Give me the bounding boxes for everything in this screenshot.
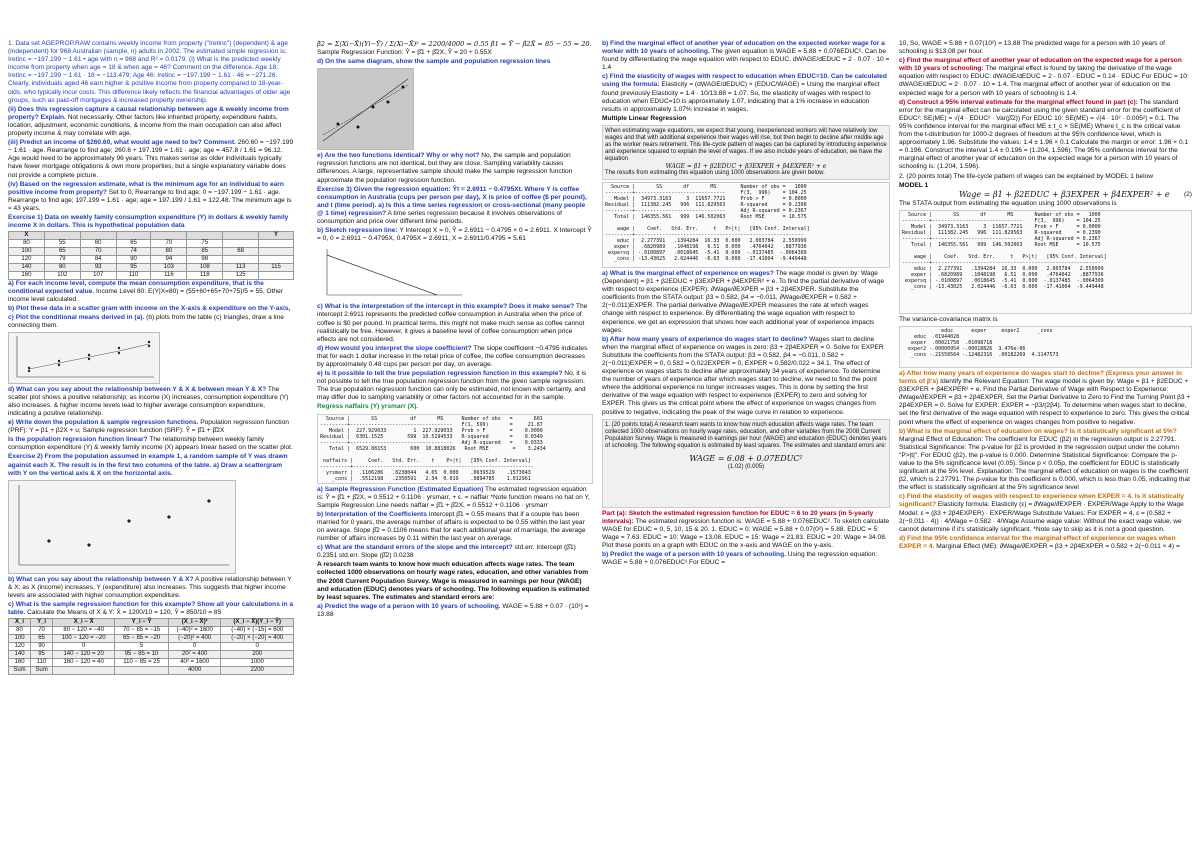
coffee-regression-sketch <box>317 245 467 301</box>
table-row: 160 102 107 110 116 118 125 <box>9 272 294 280</box>
ex2-d: d) On the same diagram, show the sample and population regression lines <box>317 58 551 66</box>
column-4 <box>899 40 1192 847</box>
ex3-b: b) Sketch regression line: Y Intercept X = 0, Ŷ = 2.6911 − 0.4795 × 0 = 2.6911. X Intercept Ŷ = 0, 0 = 2.6911 − 0.4795X, 0.4795X = 2.6911, X = 2.6911/0.4795 = 5.61 <box>317 227 592 243</box>
scatter-plot-svg <box>9 333 159 383</box>
q2-b: b) What is the marginal effect of education on wages? Is it statistically significant at 5%? Marginal Effect of Education: The coefficient for EDUC (β2) in the regression output is 2.27791. Statistical Significance: The p-value for β2 is provided in the regression output under the column "P>|t|". For EDUC (β2), the p-value is 0.000. Determine Statistical Significance: Compare the p-value to the 5% significance level (0.05). Since p < 0.05p, the coefficient for EDUC is statistically significant at the 5% level. Explanation: The marginal effect of education on wages is the coefficient β2, which is 2.27791. The p-value for this coefficient is 0.000, which is less than 0.05, indicating that the effect is statistically significant at the 5% significance level <box>899 427 1190 492</box>
scatter-plot-figure <box>8 332 160 384</box>
sample-regression-function: Sample Regression Function: Ŷ = β̂1 + β̂2X, Ŷ = 20 + 0.55X <box>317 49 492 57</box>
mlr-box-text: When estimating wage equations, we expect that young, inexperienced workers will have relatively low wages and that with additional experience their wages will rise, but then begin to decline after middle age as the worker nears retirement. This life-cycle pattern of wages can be captured by introducing experience and experience squared to explain the level of wages. If we also include years of education, we have the equation <box>605 127 887 162</box>
results-line: The results from estimating this equation using 1000 observations are given below. <box>605 169 825 176</box>
ex4-a: a) Sample Regression Function (Estimated Equation) The estimated regression equation is: Ŷ = β̂1 + β̂2X, = 0.5512 + 0.1106 · yrsmarr, + ε. = naffair *Note function means no hat on Y, Sample Regression Line needs naffair = β̂1 + β̂2X, = 0.5512 + 0.1106 · yrsmarr <box>317 485 590 509</box>
question-1-box <box>602 419 890 508</box>
ex2-c: c) What is the sample regression function for this example? Show all your calculations in a table. Calculate the Means of X & Y: X̄ = 1200/10 = 120, Ȳ = 850/10 = 85 <box>8 601 294 617</box>
table-header: Y_i − Ȳ <box>115 619 169 627</box>
table-row: 120 90 0 5 0 0 <box>9 643 294 651</box>
table-header <box>44 232 80 240</box>
model-1-label: MODEL 1 <box>899 181 929 189</box>
table-row: 100 65 70 74 80 85 88 <box>9 248 294 256</box>
predicted-wage-result: 10, So, WAGE = 5.88 + 0.07(10²) = 13.88 The predicted wage for a person with 10 years of schooling is $13.08 per hour. <box>899 40 1165 56</box>
question-1-std-errors: (1.02) (0.005) <box>727 463 765 470</box>
table-header: (X_i − X̄)² <box>168 619 221 627</box>
ex4-c: c) What are the standard errors of the slope and the intercept? std.err. Intercept (β̂1) 0.2351 std.err. Slope (β̂2) 0.0238 <box>317 544 576 560</box>
predict-wage-a: a) Predict the wage of a person with 10 years of schooling. WAGE = 5.88 + 0.07 · (10²) = 13.88 <box>317 602 589 618</box>
variance-covariance-matrix: educ exper exper2 _cons educ .01944028 exper .00021758 .01098718 exper2 -.00000954 -.00018826 3.476e-06 _cons -.21558564 -.12482316 .00182269 4.1147573 <box>899 326 1192 368</box>
model-1-equation: Wage = β1 + β2EDUC + β3EXPER + β4EXPER² + e <box>959 189 1170 199</box>
column-1 <box>8 40 294 847</box>
table-header: (X_i − X̄)(Y_i − Ȳ) <box>221 619 294 627</box>
ex1-b: b) Plot these data in a scatter gram with income on the X-axis & expenditure on the Y-axis, c) Plot the conditional means derived in (a). (b) plots from the table (c) triangles, draw a line connecting them. <box>8 305 291 329</box>
exercise-3: Exercise 3) Given the regression equation: Ŷt = 2.6911 − 0.4795Xt. Where Y is coffee consumption in Australia (cups per person per day), X is price of coffee ($ per pound), and t (time period). a) Is this a time series regression or cross-sectional (many people @ 1 time) regression? A time series regression because it involves observations of consumption and price over different time periods. <box>317 185 587 226</box>
table-row: Sum Sum 4000 2200 <box>9 667 294 675</box>
table-header <box>223 232 259 240</box>
table-header <box>187 232 223 240</box>
table-row: 140 80 93 95 103 108 113 115 <box>9 264 294 272</box>
q2-c: c) Find the elasticity of wages with respect to experience when EXPER = 4. Is it statistically significant? Elasticity formula: Elasticity (ε) = ∂Wage/∂EXPER · EXPER/Wage Apply to the Wage Model: ε = (β3 + 2β4EXPER) · EXPER/Wage Substitute Values: For EXPER = 4, ε = (0.582 + 2(−0.011 · 4)) · 4/Wage = 0.582 · 4/Wage Assume wage value: Without the exact wage value, we cannot determine if it's statistically significant. *Note say to skip as it is not a good question. <box>899 493 1184 533</box>
regression-lines-figure <box>317 68 414 150</box>
table-header: Y_i <box>31 619 53 627</box>
research-intro: A research team wants to know how much education affects wage rates. The team collected 1000 observations on hourly wage rates, education, and other variables from the 2008 Current Population Survey. Wage is measured in earnings per hour (WAGE) and education (EDUC) denotes years of schooling. The following equation is estimated by least squares. The estimates and standard errors are: <box>317 561 590 601</box>
ex1-a: a) For each income level, compute the mean consumption expenditure, that is the conditional expected value. Income Level 80: E(Y|X=80) = (55+60+65+70+75)/5 = 55. Other income level calculated. <box>8 280 283 304</box>
q1-intro: 1. Data set AGEPROP.RAW contains weekly income from property ("Iretinc") (dependent) & age (independent) for 968 Australian (sample, n) adults in 2002. The estimated simple regression is: Iretinc = −197.199 − 1.61 • age with n = 968 and R² = 0.0179. (i) What is the predicted weekly income from property when age = 18 & when age = 46? Comment on the difference. Age 18: Iretinc = −197.199 − 1.61 · 18 = −113.479; Age 46: Iretinc = −197.199 − 1.61 · 46 = −271.26. Clearly, individuals aged 46 earn higher & positive income from property compared to 18-year-olds, who typically incur costs. This difference likely reflects the financial advantages of older age groups, such as paid-off mortgages & increased property ownership. <box>8 40 291 104</box>
column-2 <box>317 40 593 847</box>
q2-d: d) Find the 95% confidence interval for the marginal effect of experience on wages when EXPER = 4. Marginal Effect (ME): ∂Wage/∂EXPER = β3 + 2β4EXPER = 0.582 + 2(−0.011 × 4) = <box>899 534 1180 550</box>
ex3-c: c) What is the interpretation of the intercept in this example? Does it make sense? The intercept 2.6911 represents the predicted coffee consumption in Australia when the price of coffee is $0 per pound. In practical terms, this might not make much sense as coffee cannot realistically be free. However, it gives a baseline level of coffee consumption when price effects are not considered. <box>317 303 588 343</box>
table-header: X_i <box>9 619 31 627</box>
table-row: 80 70 80 − 120 = −40 70 − 85 = −15 (−40)² = 1600 (−40) × (−15) = 600 <box>9 627 294 635</box>
table-header <box>116 232 151 240</box>
table-row: 160 110 160 − 120 = 40 110 − 85 = 25 40² = 1600 1000 <box>9 659 294 667</box>
wage-c: c) Find the elasticity of wages with respect to education when EDUC=10. Can be calculated using the formula: Elasticity = (dWAGE/dEDUC) × (EDUC/WAGE) = Using the marginal effect found previously Elasticity = 1.4 · 10/13.88 = 1.07. So, the elasticity of wages with respect to education when EDUC=10 is approximately 1.07, indicating that a 1% increase in education results in approximately 1.07% increase in wages. <box>602 73 887 113</box>
stata-output-affairs: Source | SS df MS Number of obs = 601 ---------+---------------------------------- F(1, 599) = 21.87 Model | 227.929033 1 227.929033 Prob > F = 0.0000 Residual | 6301.1525 599 10.5194533 R-squared = 0.0349 ---------+---------------------------------- Adj R-squared = 0.0333 Total | 6529.08153 600 10.8818026 Root MSE = 3.2434 naffairs | Coef. Std. Err. t P>|t| [95% Conf. Interval] ----------+------------------------------------------------------------ yrsmarr | .1106286 .0238044 4.65 0.000 .0639529 .1573043 _cons | .5512198 .2350591 2.34 0.019 .0894785 1.012961 <box>317 414 593 484</box>
confidence-interval-d: d) Construct a 95% interval estimate for the marginal effect found in part (c): The standard error for the marginal effect can be calculated using the given standard error for the coefficient of EDUC²: SE(ME) = √(4 · EDUC² · Var(β̂2)) For EDUC 10: SE(ME) = √(4 · 10² · 0.005²) = 0.1. The 95% confidence interval for the marginal effect ME ± t_c × SE(ME) Where t_c is the critical value from the t-distribution for 1000-2 degrees of freedom at the 95% confidence level, which is approximately 1.96. Substitute the values: 1.4 ± 1.96 × 0.1 Calculate the margin or error: 1.96 × 0.1 = 0.196. Construct the interval 1.4 ± 0.196 = (1.204, 1.596). The 95% confidence interval for the marginal effect of another year of education on the expected wage for a person with 10 years of schooling is: (1.204, 1.596). <box>899 98 1189 171</box>
q2-a: a) After how many years of experience do wages start to decline? (Express your answer in terms of β's) Identify the Relevant Equation: The wage model is given by: Wage = β1 + β2EDUC + β3EXPER + β4EXPER² + e. Find the Partial Derivative of Wage with Respect to Experience: ∂Wage/∂EXPER = β3 + 2β4EXPER. Set the Partial Derivative to Zero to Find the Turning Point β3 + 2β4EXPER = 0. Solve for EXPER: EXPER = −β3/(2β4). To determine when wages start to decline, set the first derivative of the wage equation with respect to experience to zero. This gives the critical point where the effect of experience on wages changes from positive to negative. <box>899 369 1191 426</box>
exercise-1-title: Exercise 1) Data on weekly family consumption expenditure (Y) in dollars & weekly family income X in dollars. This is hypothetical population data <box>8 213 289 230</box>
table-header <box>80 232 116 240</box>
stata-intro-line: The STATA output from estimating the equation using 1000 observations is <box>899 199 1117 207</box>
exercise-2-title: Exercise 2) From the population assumed in example 1, a random sample of Y was drawn against each X. The result is in the first two columns of the table. a) Draw a scattergram with Y on the vertical axis & X on the horizontal axis. <box>8 453 288 477</box>
vcov-label: The variance-covariance matrix is <box>899 315 998 323</box>
ex3-d: d) How would you interpret the slope coefficient? The slope coefficient −0.4795 indicates that for each 1 dollar increase in the retail price of coffee, the coffee consumption decreases by approximately 0.48 cups per person per day, on average. <box>317 344 588 368</box>
regression-lines-svg <box>318 69 413 149</box>
marginal-effect-c: c) Find the marginal effect of another year of education on the expected wage for a person with 10 years of schooling: The marginal effect is found by taking the derivative of the wage equation with respect to EDUC: dWAGE/dEDUC = 2 · 0.07 · EDUC = 0.14 · EDUC For EDUC = 10: dWAGE/dEDUC = 2 · 0.07 · 10 = 1.4. The marginal effect of another year of education on the expected wage for a person with 10 years of schooling is 1.4. <box>899 57 1189 97</box>
table-row: 80 55 60 65 70 75 <box>9 240 294 248</box>
q1-ii: (ii) Does this regression capture a causal relationship between age & weekly income from property? Explain. Not necessarily. Other factors like inherited property, expenditure habits, location, adjustment, economic conditions, & income from the main occupation can also affect property income & may correlate with age. <box>8 105 289 138</box>
ex1-d: d) What can you say about the relationship between Y & X & between mean Y & X? The scatter plot shows a positive relationship; as income (X) increases, consumption expenditure (Y) also increases. & higher income levels lead to higher average consumption expenditure, indicating a positive relationship. <box>8 385 289 417</box>
table-row: 100 65 100 − 120 = −20 65 − 85 = −20 (−20)² = 400 (−20) × (−20) = 400 <box>9 635 294 643</box>
ex2-b: b) What can you say about the relationship between Y & X? A positive relationship between Y & X; as X (income) increases, Y (expenditure) also increases. This suggests that higher income levels are associated with higher consumption expenditure. <box>8 575 292 599</box>
ex4-b: b) Interpretation of the Coefficients Intercept β̂1 = 0.55 means that if a couple has been married for 0 years, the average number of affairs is expected to be 0.55 within the last year on average. Slope β̂2 = 0.1106 means that for each additional year of marriage, the average number of affairs increases by 0.11 within the last year on average. <box>317 510 586 543</box>
model-1-equation-row <box>899 191 1192 199</box>
ex1-f: Is the population regression function linear? The relationship between weekly family consumption expenditure (Y) & weekly family income (X) appears linear based on the scatter plot. <box>8 436 293 452</box>
scattergram-svg <box>9 481 235 573</box>
mlr-b: b) After how many years of experience do wages start to decline? Wages start to decline when the marginal effect of experience on wages is zero: β3 + 2β4EXPER = 0. Solve for EXPER Substitute the coefficients from the STATA output: β3 = 0.582, β4 = −0.011, 0.582 + 2(−0.011)EXPER = 0, 0.582 = 0.022EXPER = 0, EXPER = 0.582/0.022 ≈ 34.1. The effect of experience on wages starts to decline after approximately 34 years of experience. To determine the number of years of experience after which wages start to decline, we need to find the point where the additional experience no longer increases wages. This is done by setting the first derivative of the wage equation with respect to experience (EXPER) to zero and solving for EXPER. This gives us the critical point where the effect of experience on wages changes from positive to negative, indicating the peak of the wage curve in relation to experience. <box>602 335 884 416</box>
mlr-equation: WAGE = β1 + β2EDUC + β3EXPER + β4EXPER² + e <box>665 162 827 170</box>
ex1-e: e) Write down the population & sample regression functions. Population regression function (PRF): Y = β1 + β2X + u; Sample regression function (SRF): Ŷ = β̂1 + β̂2X <box>8 419 289 435</box>
consumption-table <box>8 231 294 280</box>
wage-b: b) Find the marginal effect of another year of education on the expected worker wage for a worker with 10 years of schooling. The given equation is WAGE = 5.88 + 0.076EDUC². Can be found by differentiating the wage equation with respect to EDUC. dWAGE/dEDUC = 2 · 0.07 · 10 = 1.4 <box>602 40 890 72</box>
table-header <box>151 232 187 240</box>
equation-number: (2) <box>1183 190 1192 198</box>
ex2-e: e) Are the two functions identical? Why or why not? No, the sample and population regression functions are not identical, but they are close. Sampling variability causes differences. A large, representative sample should make the sample regression function approximate the population regression function. <box>317 152 573 184</box>
q1-iv: (iv) Based on the regression estimate, what is the minimum age for an individual to earn positive income from property? Set to 0, Rearrange to find age; 0 = −197.199 − 1.61 · age. Rearrange to find age; 197.199 = 1.61 · age; age = 197.199 / 1.61 = 122.48. The minimum age is ≈ 43 years. <box>8 180 292 212</box>
question-1-equation: WAGE = 6.08 + 0.07EDUC² <box>689 453 803 463</box>
table-row: 120 79 84 90 94 98 <box>9 256 294 264</box>
stata-output-wage-2: Source | SS df MS Number of obs = 1000 ---------+------------------------------ F(3, 996) = 104.25 Model | 34973.3163 3 11657.7721 Prob > F = 0.0000 Residual | 111382.245 996 111.829563 R-squared = 0.2390 ---------+------------------------------ Adj R-squared = 0.2367 Total | 146355.561 999 146.502063 Root MSE = 10.575 wage | Coef. Std. Err. t P>|t| [95% Conf. Interval] ---------+-------------------------------------------------------- educ | 2.277391 .1394284 16.33 0.000 2.003784 2.550999 exper | .6820989 .1048198 6.51 0.000 .4764042 .8877936 expersq | -.0100897 .0018645 -5.41 0.000 -.0137485 -.0064309 _cons | -13.43025 2.024446 -6.63 0.000 -17.41004 -9.449448 <box>899 210 1192 314</box>
question-1-text: 1. (20 points total) A research team wants to know how much education affects wage rates. The team collected 1000 observations on hourly wage rates, education, and other variables from the 2008 Current Population Survey. Wage is measured in earnings per hour (WAGE) and education (EDUC) denotes years of schooling. The following equation is estimated by least squares. The estimates and standard errors are: <box>605 421 887 449</box>
part-a-sketch: Part (a): Sketch the estimated regression function for EDUC = 6 to 20 years (in 5-yearly intervals): The estimated regression function is: WAGE = 5.88 + 0.076EDUC². To sketch calculate WAGE for EDUC = 0, 5, 10, 15 & 20. 1. EDUC = 0: WAGE = 5.88 + 0.07(0²) = 5.88. EDUC = 5: Wage = 7.63. EDUC = 10: Wage = 13.08. EDUC = 15: Wage = 21.83. EDUC = 20: Wage = 34.08. Plot these points on a graph with EDUC on the x-axis and WAGE on the y-axis. <box>602 509 890 549</box>
part-b-predict: b) Predict the wage of a person with 10 years of schooling. Using the regression equation: WAGE = 5.88 + 0.076EDUC² For EDUC = <box>602 551 878 567</box>
question-2-line: 2. (20 points total) The life-cycle pattern of wages can be explained by MODEL 1 below <box>899 172 1153 180</box>
ex3-e: e) Is it possible to tell the true population regression function in this example? No, it is not possible to tell the true population regression function from the given sample regression. The true population regression function can only be estimated, not known with certainty, and may differ due to sampling variability or other factors not accounted for in the sample. <box>317 370 587 402</box>
table-header: X_i − X̄ <box>53 619 115 627</box>
scattergram-figure <box>8 480 236 574</box>
table-header: X <box>9 232 45 240</box>
table-row: 140 95 140 − 120 = 20 95 − 85 = 10 20² = 400 200 <box>9 651 294 659</box>
regress-command: Regress naffairs (Y) yrsmarr (X). <box>317 403 419 411</box>
mlr-heading: Multiple Linear Regression <box>602 114 687 122</box>
calculation-table <box>8 618 294 675</box>
stata-output-wage-1: Source | SS df MS Number of obs = 1000 ---------+------------------------------ F(3, 996) = 104.25 Model | 34973.3163 3 11657.7721 Prob > F = 0.0000 Residual | 111382.245 996 111.829563 R-squared = 0.2390 ---------+------------------------------ Adj R-squared = 0.2367 Total | 146355.561 999 146.502063 Root MSE = 10.575 wage | Coef. Std. Err. t P>|t| [95% Conf. Interval] ---------+-------------------------------------------------------- educ | 2.277391 .1394284 16.33 0.000 2.003784 2.550999 exper | .6820989 .1048198 6.51 0.000 .4764042 .8877936 expersq | -.0100897 .0018645 -5.41 0.000 -.0137485 -.0064309 _cons | -13.43025 2.024446 -6.63 0.000 -17.41004 -9.449448 <box>602 182 890 268</box>
slope-equation: β̂2 = Σ(Xi−X̄)(Yi−Ȳ) / Σ(Xi−X̄)² = 2200/4000 = 0.55 β̂1 = Ȳ − β̂2X̄ = 85 − 55 = 20. <box>317 40 592 48</box>
q1-iii: (iii) Predict an income of $260.60, what would age need to be? Comment. 260.60 = −197.199 − 1.61 · age. Rearrange to find age; 260.6 + 197.199 = 1.61 · age; age = 457.8 / 1.61 = 96.12. Age would need to be approximately 96 years. This makes sense as older individuals typically have fewer mortgage obligations & own more properties, but a single explanatory variable does not provide a complete picture. <box>8 139 294 179</box>
table-header: Y <box>259 232 294 240</box>
column-3 <box>602 40 890 847</box>
mlr-textbox <box>602 125 890 180</box>
coffee-sketch-svg <box>317 245 467 301</box>
mlr-a: a) What is the marginal effect of experience on wages? The wage model is given by: Wage (Dependent) = β1 + β2EDUC + β3EXPER + β4EXPER² + e. To find the partial derivative of wage with respect to experience (EXPER): ∂Wage/∂EXPER = β3 + 2β4EXPER. Substitute the coefficients from the STATA output: β3 = 0.582, β4 = −0.011, ∂Wage/∂EXPER = 0.582 + 2(−0.011)EXPER. The partial derivative ∂Wage/∂EXPER measures the rate at which wages change with respect to experience. By differentiating the wage equation with respect to experience, we get an expression that shows how each additional year of experience impacts wages. <box>602 269 885 334</box>
